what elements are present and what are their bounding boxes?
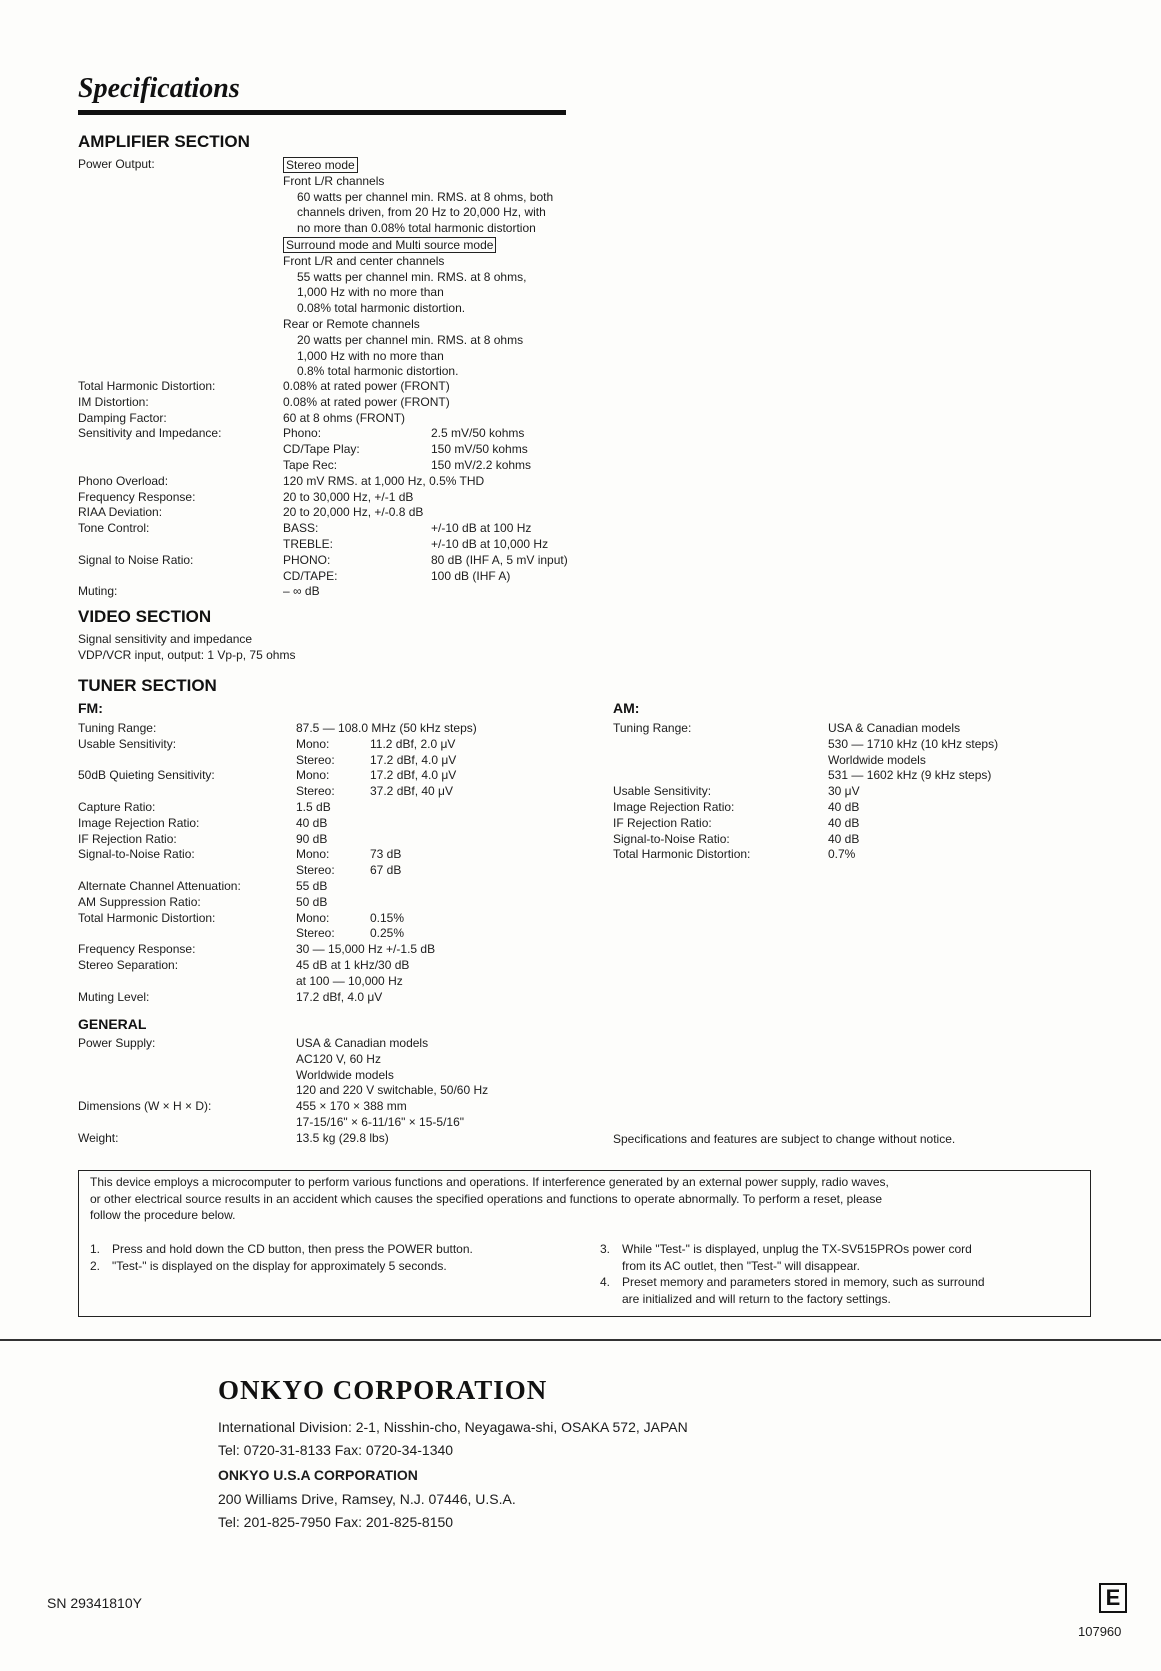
power-output-text: 0.08% total harmonic distortion. <box>297 301 466 316</box>
video-heading: VIDEO SECTION <box>78 607 212 626</box>
usa-phone: Tel: 201-825-7950 Fax: 201-825-8150 <box>218 1514 454 1530</box>
spec-row <box>78 521 598 537</box>
spec-row <box>613 737 1083 753</box>
power-output-line <box>283 254 553 270</box>
step-number: 1. <box>90 1242 101 1256</box>
spec-row <box>613 816 1083 832</box>
spec-row <box>613 721 1083 737</box>
spec-value: BASS: <box>283 521 319 536</box>
spec-value: 20 to 20,000 Hz, +/-0.8 dB <box>283 505 424 520</box>
power-output-text: Rear or Remote channels <box>283 316 420 331</box>
language-badge: E <box>1099 1583 1127 1613</box>
spec-row <box>613 753 1083 769</box>
power-output-text: channels driven, from 20 Hz to 20,000 Hz, with <box>297 205 546 220</box>
spec-row <box>613 847 1083 863</box>
spec-value-2: 67 dB <box>370 863 402 878</box>
spec-row <box>78 753 598 769</box>
document-code: 107960 <box>1078 1624 1122 1639</box>
step-text: Preset memory and parameters stored in memory, such as surround <box>622 1275 985 1289</box>
reset-step-line <box>90 1241 473 1258</box>
spec-value: CD/Tape Play: <box>283 442 360 457</box>
spec-row <box>78 553 598 569</box>
spec-row <box>78 1115 598 1131</box>
step-number: 2. <box>90 1258 101 1273</box>
spec-value: 87.5 — 108.0 MHz (50 kHz steps) <box>296 721 477 735</box>
am-heading: AM: <box>613 700 640 716</box>
spec-value: 45 dB at 1 kHz/30 dB <box>296 957 410 972</box>
reset-notice-text <box>90 1174 889 1224</box>
spec-label: Muting Level: <box>78 989 150 1004</box>
reset-step-line <box>600 1241 985 1258</box>
spec-value: Stereo: <box>296 926 335 941</box>
power-output-text: 20 watts per channel min. RMS. at 8 ohms <box>297 332 524 347</box>
notice-line: follow the procedure below. <box>90 1208 236 1222</box>
spec-row <box>78 490 598 506</box>
power-output-text: no more than 0.08% total harmonic distortion <box>297 221 536 236</box>
reset-step-line <box>600 1258 985 1275</box>
video-details <box>78 632 295 664</box>
step-text: from its AC outlet, then "Test-" will disappear. <box>622 1258 860 1273</box>
spec-value: 60 at 8 ohms (FRONT) <box>283 410 406 425</box>
company-logo-text: ONKYO CORPORATION <box>218 1375 548 1405</box>
spec-row <box>78 721 598 737</box>
power-output-text: Front L/R channels <box>283 173 385 188</box>
spec-value: 90 dB <box>296 831 328 846</box>
power-output-line <box>283 190 553 206</box>
spec-row <box>78 474 598 490</box>
spec-value: TREBLE: <box>283 536 334 551</box>
spec-value-2: 2.5 mV/50 kohms <box>431 426 525 441</box>
power-output-line <box>283 349 553 365</box>
spec-row <box>78 911 598 927</box>
spec-value: 0.08% at rated power (FRONT) <box>283 394 450 409</box>
power-output-line <box>283 364 553 380</box>
video-line: VDP/VCR input, output: 1 Vp-p, 75 ohms <box>78 647 296 662</box>
spec-value: 0.7% <box>828 847 856 862</box>
spec-label: Total Harmonic Distortion: <box>78 910 216 925</box>
spec-row <box>78 395 598 411</box>
spec-value-2: 11.2 dBf, 2.0 μV <box>370 736 456 751</box>
step-text: "Test-" is displayed on the display for approximately 5 seconds. <box>112 1258 447 1273</box>
spec-value-2: 37.2 dBf, 40 μV <box>370 784 453 799</box>
reset-steps-right <box>600 1241 985 1307</box>
change-notice: Specifications and features are subject to change without notice. <box>613 1132 956 1146</box>
spec-row <box>78 768 598 784</box>
spec-label: IF Rejection Ratio: <box>78 831 177 846</box>
power-output-text: 55 watts per channel min. RMS. at 8 ohms, <box>297 269 527 284</box>
spec-row <box>78 847 598 863</box>
spec-value: 1.5 dB <box>296 799 331 814</box>
spec-row <box>78 974 598 990</box>
spec-label: Signal-to-Noise Ratio: <box>613 831 730 846</box>
spec-row <box>78 442 598 458</box>
spec-row <box>78 1036 598 1052</box>
spec-value: Worldwide models <box>828 752 926 767</box>
power-output-line <box>283 301 553 317</box>
power-output-line <box>283 285 553 301</box>
spec-value: Stereo: <box>296 863 335 878</box>
spec-label: Image Rejection Ratio: <box>613 799 735 814</box>
mode-label: Surround mode and Multi source mode <box>283 237 496 253</box>
spec-value: USA & Canadian models <box>296 1036 429 1050</box>
spec-value: 13.5 kg (29.8 lbs) <box>296 1130 389 1145</box>
spec-value: Mono: <box>296 736 330 751</box>
notice-line: This device employs a microcomputer to perform various functions and operations. If interference generated by an external power supply, radio waves, <box>90 1175 889 1189</box>
spec-value: Stereo: <box>296 784 335 799</box>
spec-value: 120 and 220 V switchable, 50/60 Hz <box>296 1083 489 1098</box>
spec-value-2: +/-10 dB at 10,000 Hz <box>431 536 549 551</box>
page-title: Specifications <box>78 73 240 104</box>
tuner-heading: TUNER SECTION <box>78 676 217 695</box>
spec-value: 530 — 1710 kHz (10 kHz steps) <box>828 736 999 751</box>
spec-row <box>78 584 598 600</box>
spec-value: PHONO: <box>283 552 331 567</box>
power-output-line <box>283 157 553 174</box>
spec-row <box>613 800 1083 816</box>
spec-row <box>78 942 598 958</box>
spec-label: Sensitivity and Impedance: <box>78 426 222 441</box>
spec-label: Damping Factor: <box>78 410 167 425</box>
spec-row <box>78 505 598 521</box>
power-output-label: Power Output: <box>78 157 155 171</box>
spec-row <box>613 832 1083 848</box>
spec-label: IF Rejection Ratio: <box>613 815 712 830</box>
spec-row <box>78 1068 598 1084</box>
am-spec-table <box>613 721 1083 863</box>
footer-divider <box>0 1339 1161 1341</box>
spec-value: 531 — 1602 kHz (9 kHz steps) <box>828 768 992 783</box>
spec-value: 17-15/16" × 6-11/16" × 15-5/16" <box>296 1114 465 1129</box>
spec-row <box>78 1052 598 1068</box>
spec-value-2: 80 dB (IHF A, 5 mV input) <box>431 552 568 567</box>
power-output-text: Front L/R and center channels <box>283 253 445 268</box>
spec-value: Tape Rec: <box>283 457 338 472</box>
spec-row <box>78 879 598 895</box>
spec-row <box>613 768 1083 784</box>
power-output-line <box>283 174 553 190</box>
spec-row <box>78 863 598 879</box>
spec-label: Stereo Separation: <box>78 957 179 972</box>
spec-value: 17.2 dBf, 4.0 μV <box>296 989 383 1004</box>
spec-value: – ∞ dB <box>283 584 320 599</box>
spec-value-2: 150 mV/50 kohms <box>431 442 528 457</box>
spec-row <box>78 379 598 395</box>
spec-label: Signal to Noise Ratio: <box>78 552 194 567</box>
spec-label: Usable Sensitivity: <box>613 784 712 799</box>
reset-step-line <box>600 1274 985 1291</box>
spec-row <box>78 816 598 832</box>
spec-value: 40 dB <box>296 815 328 830</box>
spec-value: 55 dB <box>296 878 328 893</box>
spec-row <box>78 800 598 816</box>
power-output-line <box>283 237 553 254</box>
spec-row <box>78 1099 598 1115</box>
power-output-details <box>283 157 553 380</box>
reset-steps-left <box>90 1241 473 1274</box>
spec-label: Frequency Response: <box>78 942 196 957</box>
spec-value-2: 17.2 dBf, 4.0 μV <box>370 752 457 767</box>
step-text: are initialized and will return to the factory settings. <box>622 1291 891 1306</box>
spec-value-2: 0.15% <box>370 910 405 925</box>
spec-value: USA & Canadian models <box>828 721 961 735</box>
spec-value: 20 to 30,000 Hz, +/-1 dB <box>283 489 414 504</box>
spec-row <box>78 458 598 474</box>
power-output-text: 1,000 Hz with no more than <box>297 348 444 363</box>
spec-label: Alternate Channel Attenuation: <box>78 878 241 893</box>
spec-row <box>613 784 1083 800</box>
spec-row <box>78 569 598 585</box>
spec-row <box>78 1131 598 1147</box>
mode-label: Stereo mode <box>283 157 358 173</box>
spec-value: CD/TAPE: <box>283 568 338 583</box>
spec-row <box>78 990 598 1006</box>
spec-label: Total Harmonic Distortion: <box>613 847 751 862</box>
spec-value-2: 0.25% <box>370 926 405 941</box>
notice-line: or other electrical source results in an accident which causes the specified operations and functions to operate abnormally. To perform a reset, please <box>90 1191 882 1206</box>
spec-row <box>78 926 598 942</box>
spec-value-2: 150 mV/2.2 kohms <box>431 457 532 472</box>
spec-value: Mono: <box>296 768 330 783</box>
power-output-text: 60 watts per channel min. RMS. at 8 ohms, both <box>297 189 554 204</box>
spec-value: 30 μV <box>828 784 860 799</box>
spec-label: Power Supply: <box>78 1036 156 1050</box>
spec-value: 30 — 15,000 Hz +/-1.5 dB <box>296 942 436 957</box>
spec-value: Worldwide models <box>296 1067 394 1082</box>
spec-value: 50 dB <box>296 894 328 909</box>
spec-label: Tuning Range: <box>78 721 157 735</box>
spec-label: Dimensions (W × H × D): <box>78 1099 212 1114</box>
spec-value-2: 73 dB <box>370 847 402 862</box>
spec-label: Muting: <box>78 584 118 599</box>
fm-heading: FM: <box>78 700 103 716</box>
spec-value-2: 100 dB (IHF A) <box>431 568 511 583</box>
spec-value: at 100 — 10,000 Hz <box>296 973 403 988</box>
spec-value: Stereo: <box>296 752 335 767</box>
power-output-line <box>283 317 553 333</box>
spec-value: 40 dB <box>828 831 860 846</box>
power-output-line <box>283 270 553 286</box>
power-output-text: 1,000 Hz with no more than <box>297 285 444 300</box>
spec-value: 40 dB <box>828 799 860 814</box>
spec-value: Mono: <box>296 910 330 925</box>
intl-address: International Division: 2-1, Nisshin-cho, Neyagawa-shi, OSAKA 572, JAPAN <box>218 1419 688 1435</box>
spec-value: 120 mV RMS. at 1,000 Hz, 0.5% THD <box>283 473 485 488</box>
fm-spec-table <box>78 721 598 1005</box>
title-rule <box>78 110 566 115</box>
reset-step-line <box>600 1291 985 1308</box>
spec-value: Mono: <box>296 847 330 862</box>
spec-label: Weight: <box>78 1130 119 1145</box>
spec-label: Phono Overload: <box>78 473 169 488</box>
spec-label: Signal-to-Noise Ratio: <box>78 847 195 862</box>
serial-number: SN 29341810Y <box>47 1595 142 1611</box>
step-text: Press and hold down the CD button, then press the POWER button. <box>112 1242 473 1256</box>
amplifier-spec-table <box>78 379 598 600</box>
spec-label: Tuning Range: <box>613 721 692 735</box>
spec-label: Capture Ratio: <box>78 799 156 814</box>
intl-phone: Tel: 0720-31-8133 Fax: 0720-34-1340 <box>218 1442 454 1458</box>
spec-value: 455 × 170 × 388 mm <box>296 1099 407 1114</box>
spec-row <box>78 895 598 911</box>
spec-label: Usable Sensitivity: <box>78 736 177 751</box>
general-spec-table <box>78 1036 598 1147</box>
spec-label: IM Distortion: <box>78 394 149 409</box>
step-number: 4. <box>600 1275 611 1289</box>
step-text: While "Test-" is displayed, unplug the TX-SV515PROs power cord <box>622 1242 972 1256</box>
step-number: 3. <box>600 1242 611 1256</box>
usa-company-name: ONKYO U.S.A CORPORATION <box>218 1467 418 1483</box>
power-output-text: 0.8% total harmonic distortion. <box>297 364 459 379</box>
spec-row <box>78 411 598 427</box>
power-output-line <box>283 333 553 349</box>
spec-label: Tone Control: <box>78 521 150 536</box>
spec-row <box>78 1083 598 1099</box>
spec-row <box>78 737 598 753</box>
spec-value: AC120 V, 60 Hz <box>296 1051 381 1066</box>
usa-address: 200 Williams Drive, Ramsey, N.J. 07446, U.S.A. <box>218 1491 516 1507</box>
amplifier-heading: AMPLIFIER SECTION <box>78 132 250 151</box>
spec-row <box>78 958 598 974</box>
spec-value: 40 dB <box>828 815 860 830</box>
spec-row <box>78 832 598 848</box>
spec-row <box>78 537 598 553</box>
spec-value: Phono: <box>283 426 322 441</box>
spec-value: 0.08% at rated power (FRONT) <box>283 379 450 393</box>
video-line: Signal sensitivity and impedance <box>78 632 253 646</box>
spec-row <box>78 784 598 800</box>
spec-label: AM Suppression Ratio: <box>78 894 201 909</box>
spec-label: Total Harmonic Distortion: <box>78 379 216 393</box>
spec-row <box>78 426 598 442</box>
spec-value-2: +/-10 dB at 100 Hz <box>431 521 532 536</box>
spec-label: Image Rejection Ratio: <box>78 815 200 830</box>
spec-label: 50dB Quieting Sensitivity: <box>78 768 215 783</box>
power-output-line <box>283 221 553 237</box>
general-heading: GENERAL <box>78 1016 147 1032</box>
power-output-line <box>283 205 553 221</box>
spec-value-2: 17.2 dBf, 4.0 μV <box>370 768 457 783</box>
reset-step-line <box>90 1258 473 1275</box>
spec-label: RIAA Deviation: <box>78 505 163 520</box>
spec-label: Frequency Response: <box>78 489 196 504</box>
